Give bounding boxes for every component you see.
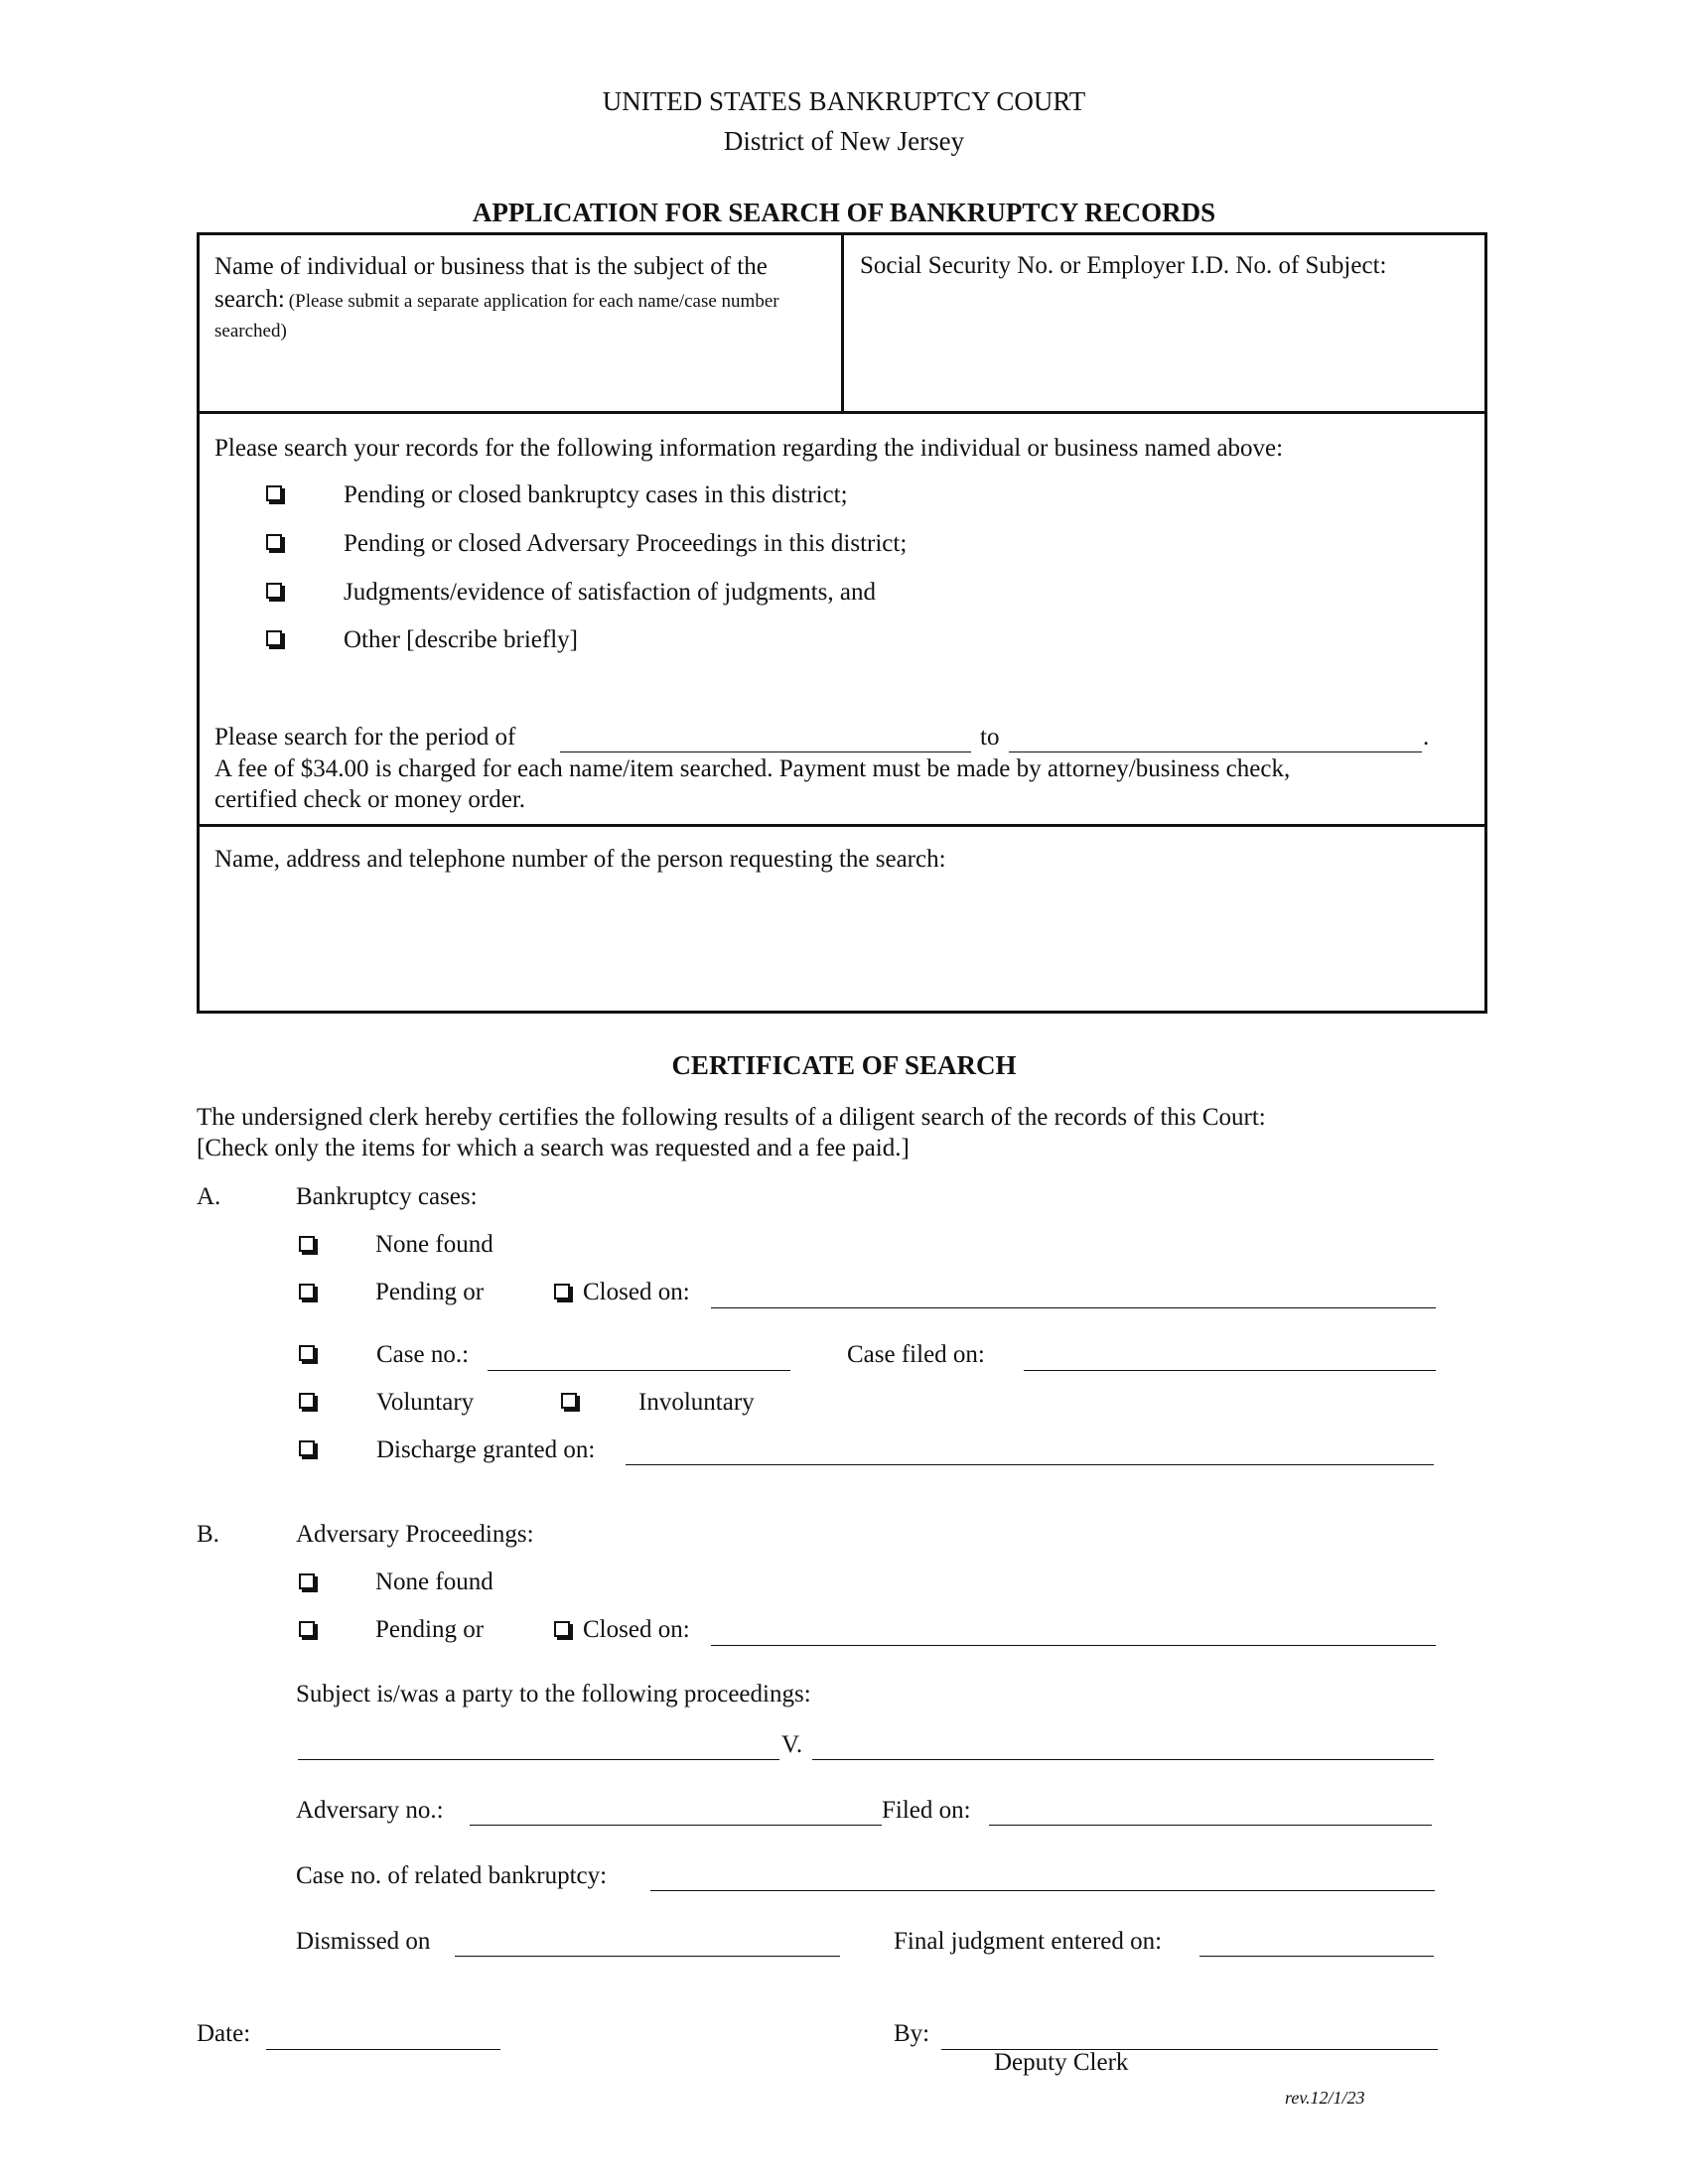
search-option-checkbox-judgments[interactable] — [266, 583, 282, 599]
a-closed-checkbox[interactable] — [554, 1284, 570, 1299]
b-related-case-field[interactable] — [650, 1890, 1435, 1891]
b-pending-label: Pending or — [375, 1616, 485, 1643]
period-end-field[interactable] — [1009, 751, 1422, 752]
date-label: Date: — [197, 2020, 251, 2047]
a-closed-date-field[interactable] — [711, 1307, 1436, 1308]
b-closed-checkbox[interactable] — [554, 1621, 570, 1637]
a-case-no-field[interactable] — [488, 1370, 790, 1371]
b-dismissed-field[interactable] — [455, 1956, 840, 1957]
a-case-filed-label: Case filed on: — [847, 1341, 985, 1368]
a-voluntary-label: Voluntary — [376, 1389, 475, 1416]
b-closed-label: Closed on: — [583, 1616, 690, 1643]
fee-text-continued: certified check or money order. — [214, 786, 526, 813]
certificate-intro: The undersigned clerk hereby certifies the following results of a diligent search of the records of this Court: — [197, 1104, 1266, 1131]
date-field[interactable] — [266, 2049, 500, 2050]
section-b-heading: Adversary Proceedings: — [296, 1521, 534, 1548]
certificate-instructions: [Check only the items for which a search was requested and a fee paid.] — [197, 1135, 910, 1161]
certificate-title: CERTIFICATE OF SEARCH — [671, 1050, 1017, 1080]
a-case-filed-field[interactable] — [1024, 1370, 1436, 1371]
search-option-label: Judgments/evidence of satisfaction of judgments, and — [344, 579, 876, 606]
a-discharge-checkbox[interactable] — [299, 1440, 315, 1456]
b-final-judgment-field[interactable] — [1199, 1956, 1434, 1957]
by-label: By: — [894, 2020, 930, 2047]
b-versus-label: V. — [781, 1731, 803, 1758]
subject-name-cell[interactable] — [214, 252, 836, 347]
fee-text: A fee of $34.00 is charged for each name/item searched. Payment must be made by attorney/business check, — [214, 755, 1291, 782]
a-case-no-label: Case no.: — [376, 1341, 470, 1368]
search-option-checkbox-adversary[interactable] — [266, 534, 282, 550]
deputy-clerk-label: Deputy Clerk — [994, 2049, 1129, 2076]
a-discharge-date-field[interactable] — [626, 1464, 1434, 1465]
search-option-checkbox-other[interactable] — [266, 630, 282, 646]
a-involuntary-checkbox[interactable] — [561, 1393, 577, 1409]
period-label: Please search for the period of — [214, 724, 516, 751]
search-option-checkbox-bankruptcy[interactable] — [266, 485, 282, 501]
a-none-found-label: None found — [375, 1231, 493, 1258]
search-option-label: Other [describe briefly] — [344, 626, 578, 653]
subject-name-label: Name of individual or business that is the subject of the search: — [214, 253, 768, 313]
district-name: District of New Jersey — [723, 126, 965, 156]
search-option-label: Pending or closed Adversary Proceedings in this district; — [344, 530, 908, 557]
section-a-heading: Bankruptcy cases: — [296, 1183, 478, 1210]
subject-box-divider — [841, 234, 844, 413]
ssn-field[interactable] — [846, 288, 1481, 407]
search-option-label: Pending or closed bankruptcy cases in this district; — [344, 481, 848, 508]
b-final-judgment-label: Final judgment entered on: — [894, 1928, 1163, 1955]
requester-label: Name, address and telephone number of the person requesting the search: — [214, 846, 946, 873]
b-filed-on-label: Filed on: — [882, 1797, 971, 1824]
b-filed-on-field[interactable] — [989, 1825, 1432, 1826]
period-start-field[interactable] — [560, 751, 971, 752]
search-intro: Please search your records for the following information regarding the individual or business named above: — [214, 435, 1284, 462]
court-name: UNITED STATES BANKRUPTCY COURT — [602, 86, 1086, 116]
b-adversary-no-field[interactable] — [470, 1825, 882, 1826]
section-b-letter: B. — [197, 1521, 219, 1548]
a-case-no-checkbox[interactable] — [299, 1345, 315, 1361]
b-defendant-field[interactable] — [812, 1759, 1434, 1760]
subject-name-note: (Please submit a separate application for each name/case number searched) — [214, 291, 779, 341]
a-voluntary-checkbox[interactable] — [299, 1393, 315, 1409]
period-to-label: to — [980, 724, 1000, 751]
a-none-found-checkbox[interactable] — [299, 1236, 315, 1252]
a-pending-label: Pending or — [375, 1279, 485, 1305]
a-involuntary-label: Involuntary — [638, 1389, 755, 1416]
a-discharge-label: Discharge granted on: — [376, 1436, 596, 1463]
b-adversary-no-label: Adversary no.: — [296, 1797, 444, 1824]
b-none-found-label: None found — [375, 1569, 493, 1595]
a-pending-checkbox[interactable] — [299, 1284, 315, 1299]
b-related-case-label: Case no. of related bankruptcy: — [296, 1862, 608, 1889]
b-closed-date-field[interactable] — [711, 1645, 1436, 1646]
period-end-dot: . — [1423, 724, 1430, 751]
section-a-letter: A. — [197, 1183, 221, 1210]
revision-label: rev.12/1/23 — [1285, 2088, 1365, 2108]
ssn-label: Social Security No. or Employer I.D. No. of Subject: — [860, 252, 1387, 279]
b-party-text: Subject is/was a party to the following proceedings: — [296, 1681, 811, 1707]
requester-field[interactable] — [214, 884, 1476, 1003]
b-plaintiff-field[interactable] — [298, 1759, 779, 1760]
b-none-found-checkbox[interactable] — [299, 1573, 315, 1589]
a-closed-label: Closed on: — [583, 1279, 690, 1305]
b-dismissed-label: Dismissed on — [296, 1928, 431, 1955]
b-pending-checkbox[interactable] — [299, 1621, 315, 1637]
form-title: APPLICATION FOR SEARCH OF BANKRUPTCY RECORDS — [472, 198, 1216, 227]
